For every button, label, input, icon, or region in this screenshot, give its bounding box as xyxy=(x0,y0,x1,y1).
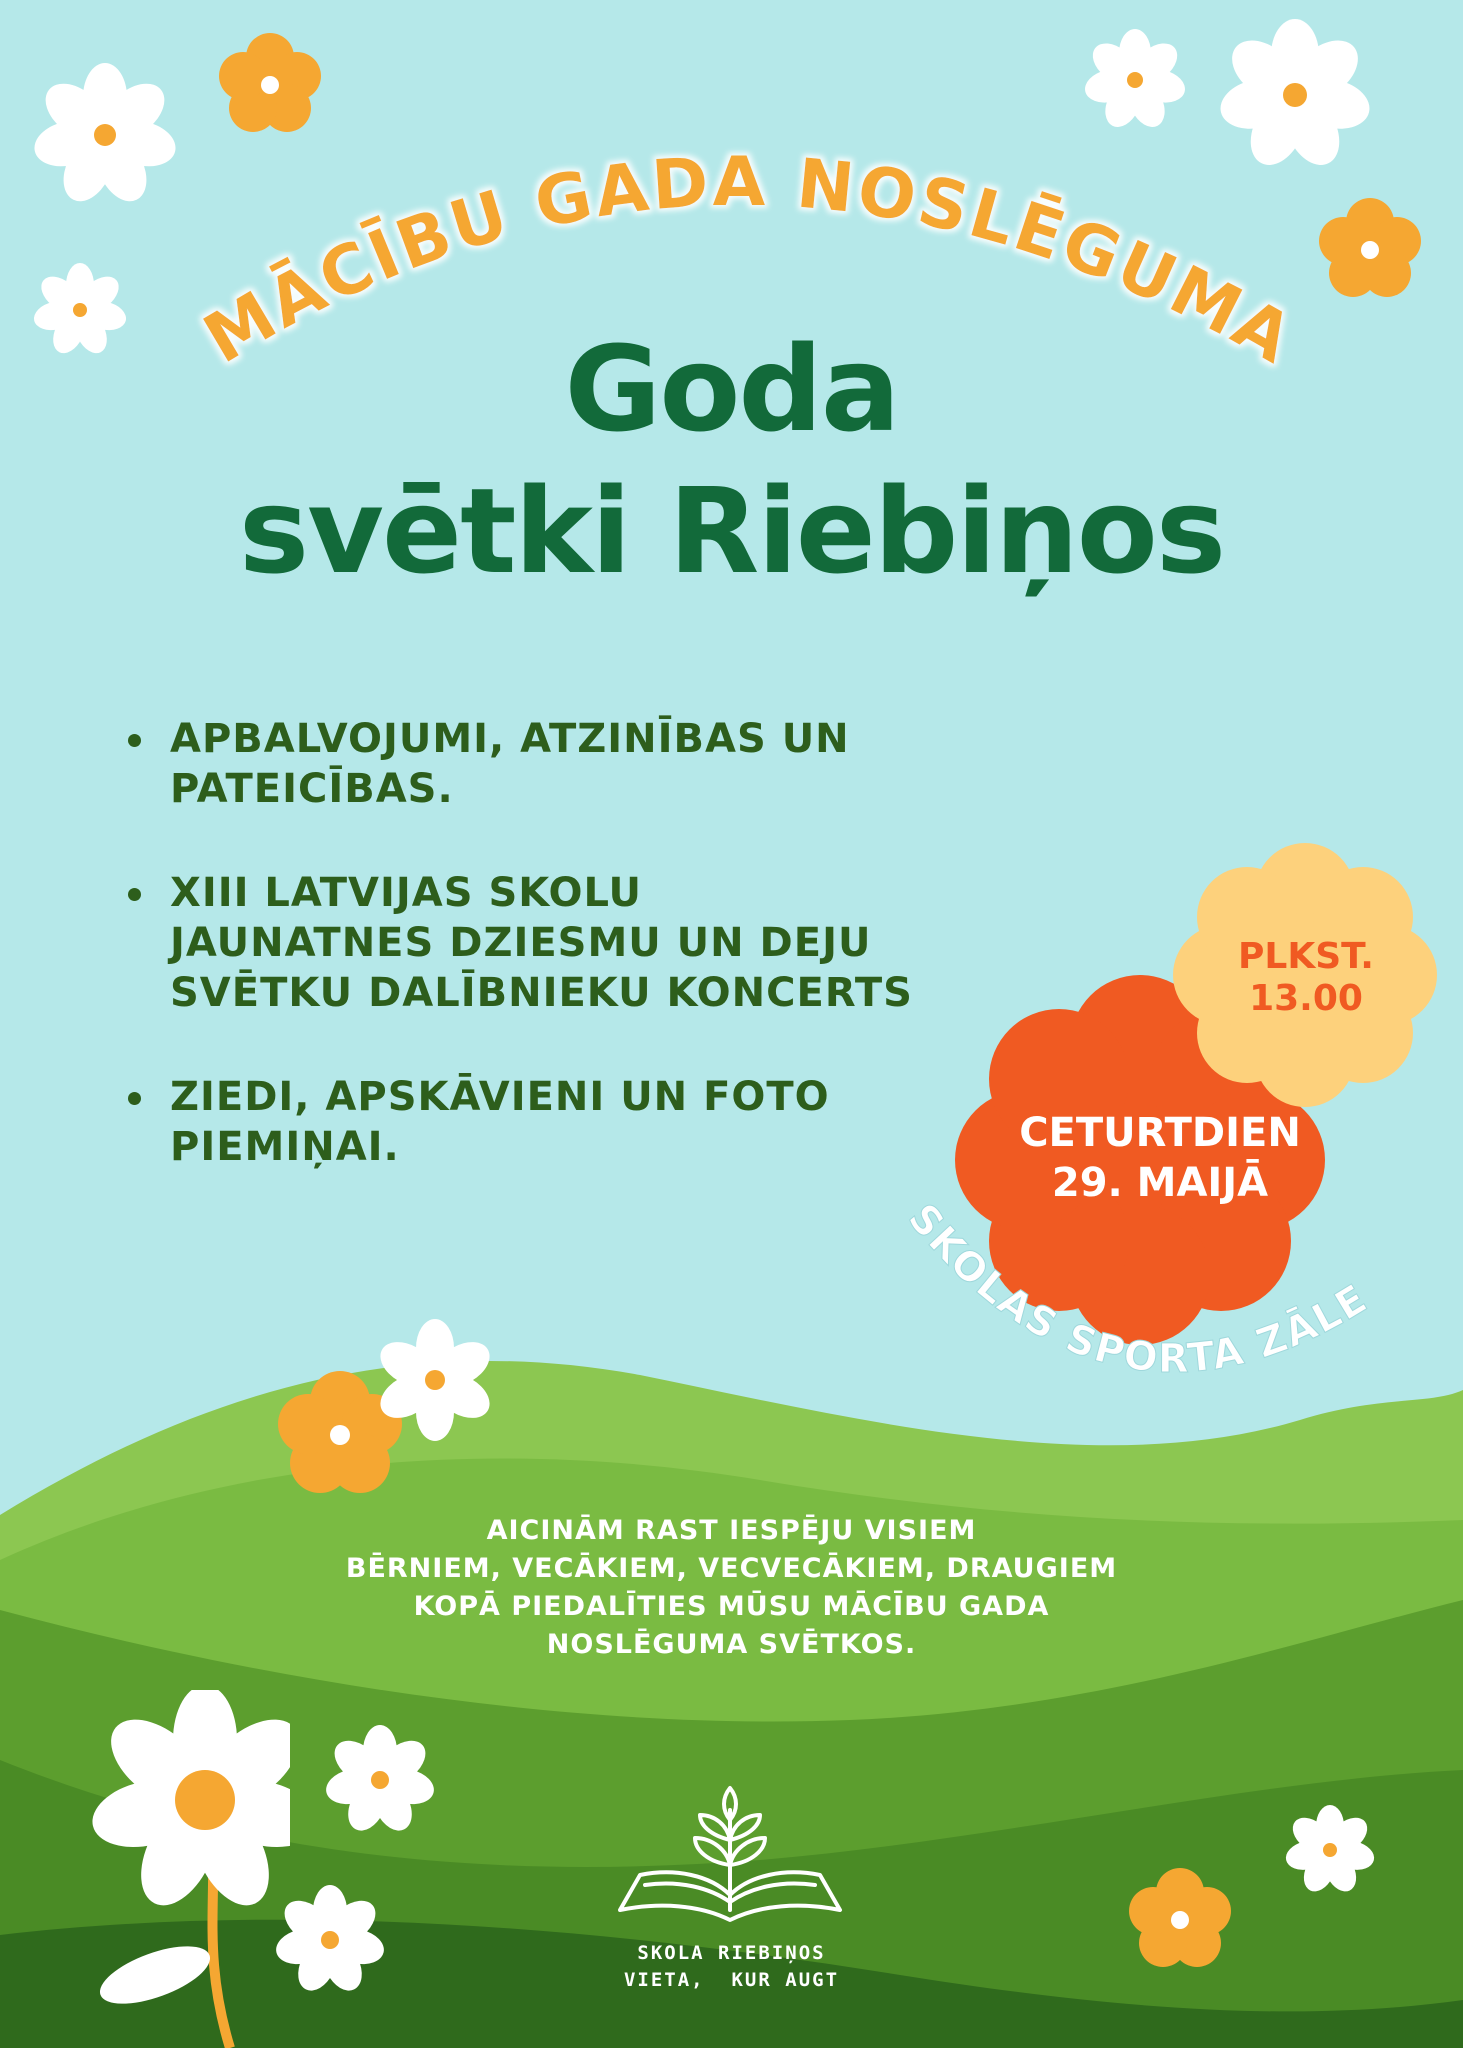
title-line-2: svētki Riebiņos xyxy=(238,462,1225,600)
svg-text:SKOLAS SPORTA ZĀLE xyxy=(899,1195,1376,1382)
bullet-icon xyxy=(128,734,141,747)
arc-title-text: MĀCĪBU GADA NOSLĒGUMA xyxy=(191,142,1308,381)
list-item: XIII LATVIJAS SKOLU JAUNATNES DZIESMU UN DEJU SVĒTKU DALĪBNIEKU KONCERTS xyxy=(128,868,1028,1018)
school-logo-text: SKOLA RIEBIŅOS VIETA, KUR AUGT xyxy=(623,1942,840,1991)
page-title xyxy=(0,318,1463,602)
list-item: APBALVOJUMI, ATZINĪBAS UN PATEICĪBAS. xyxy=(128,714,1028,814)
event-date: CETURTDIEN 29. MAIJĀ xyxy=(1019,1110,1301,1206)
event-time: PLKST. 13.00 xyxy=(1238,936,1374,1019)
list-item: ZIEDI, APSKĀVIENI UN FOTO PIEMIŅAI. xyxy=(128,1072,1028,1172)
white-flower-icon xyxy=(1280,1800,1380,1900)
bullet-icon xyxy=(128,1092,141,1105)
invitation-text: AICINĀM RAST IESPĒJU VISIEM BĒRNIEM, VECĀKIEM, VECVECĀKIEM, DRAUGIEM KOPĀ PIEDALĪTIES MŪSU MĀCĪBU GADA NOSLĒGUMA SVĒTKOS. xyxy=(345,1515,1118,1660)
title-line-1: Goda xyxy=(564,320,899,458)
sprout-book-icon xyxy=(600,1780,860,1940)
program-list xyxy=(128,714,1028,1226)
venue-label xyxy=(860,1180,1400,1480)
venue-text: SKOLAS SPORTA ZĀLE xyxy=(898,1195,1377,1383)
orange-flower-icon xyxy=(1120,1860,1240,1980)
white-flower-icon xyxy=(320,1720,440,1840)
white-flower-icon xyxy=(270,1880,390,2000)
white-flower-icon xyxy=(370,1315,500,1445)
bullet-icon xyxy=(128,888,141,901)
big-daisy-icon xyxy=(60,1690,290,2048)
